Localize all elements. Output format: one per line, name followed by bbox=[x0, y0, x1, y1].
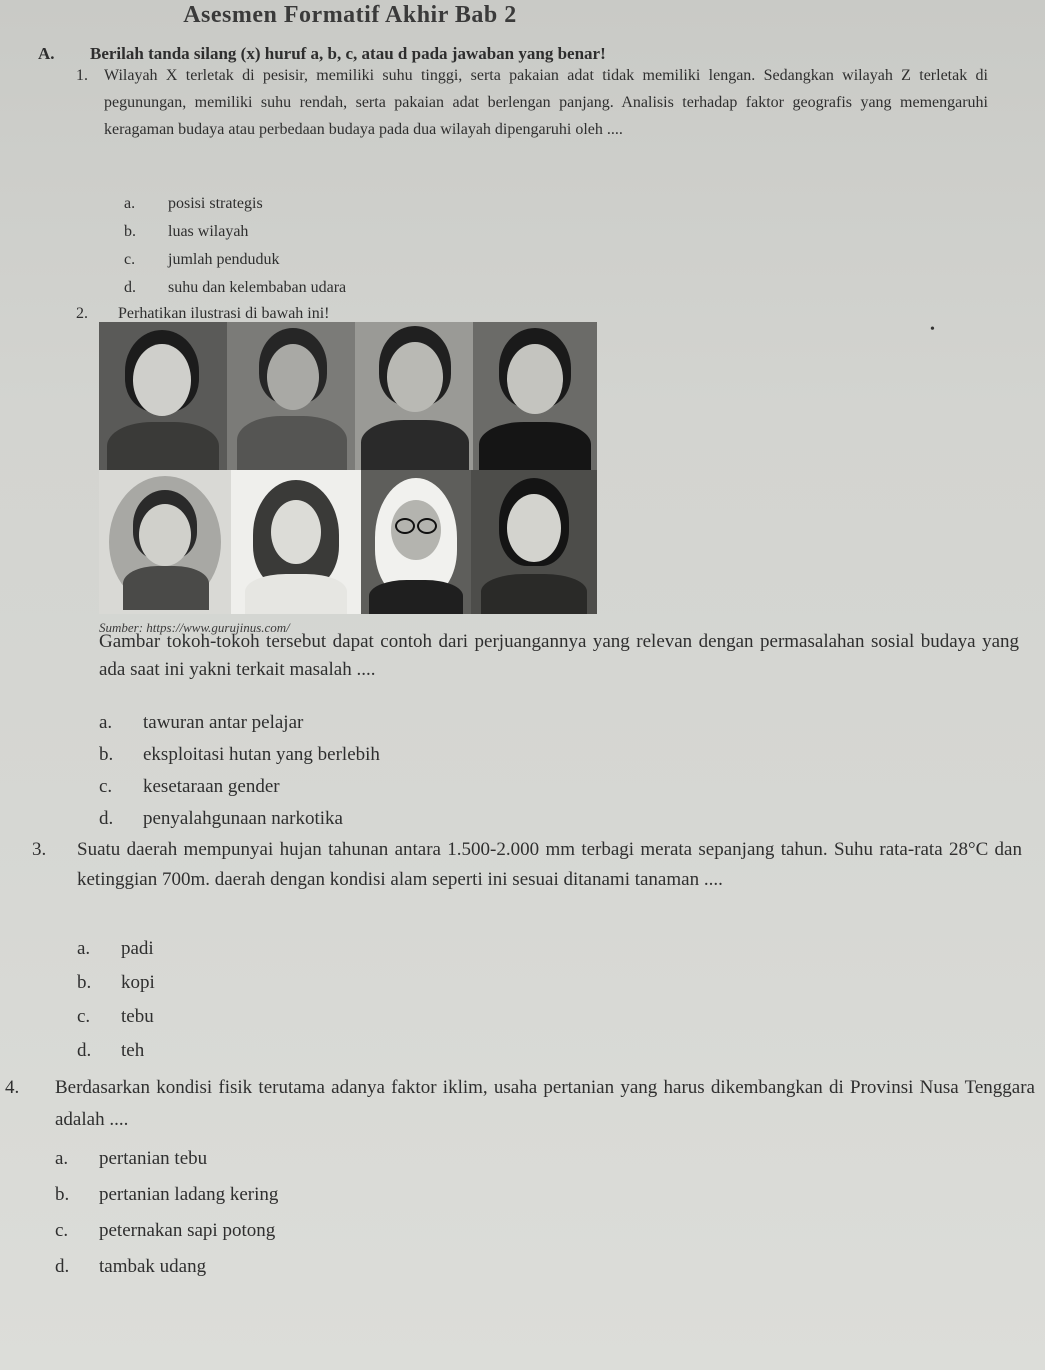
portrait-5 bbox=[99, 470, 231, 614]
option-a[interactable]: a. posisi strategis bbox=[124, 195, 263, 212]
portrait-6 bbox=[231, 470, 361, 614]
option-d[interactable]: d. tambak udang bbox=[55, 1256, 207, 1277]
option-c[interactable]: c. jumlah penduduk bbox=[124, 251, 280, 268]
option-d[interactable]: d. penyalahgunaan narkotika bbox=[99, 808, 343, 829]
question-text: Gambar tokoh-tokoh tersebut dapat contoh dari perjuangannya yang relevan dengan permasalahan sosial budaya yang ada saat ini yakni terkait masalah .... bbox=[99, 631, 1019, 680]
question-text: Suatu daerah mempunyai hujan tahunan antara 1.500-2.000 mm terbagi merata sepanjang tahun. Suhu rata-rata 28°C dan ketinggian 700m. daerah dengan kondisi alam seperti ini sesuai ditanami tanaman .... bbox=[77, 839, 1022, 890]
section-label: A. bbox=[38, 44, 55, 63]
question-number: 4. bbox=[5, 1077, 20, 1098]
option-b[interactable]: b. eksploitasi hutan yang berlebih bbox=[99, 744, 380, 765]
pen-mark: • bbox=[930, 322, 935, 337]
option-a[interactable]: a. pertanian tebu bbox=[55, 1148, 208, 1169]
option-c[interactable]: c. peternakan sapi potong bbox=[55, 1220, 276, 1241]
section-instruction bbox=[38, 44, 606, 64]
option-c[interactable]: c. kesetaraan gender bbox=[99, 776, 280, 797]
option-b[interactable]: b. pertanian ladang kering bbox=[55, 1184, 279, 1205]
question-text: Wilayah X terletak di pesisir, memiliki suhu tinggi, serta pakaian adat tidak memiliki lengan. Sedangkan wilayah Z terletak di pegunungan, memiliki suhu rendah, serta pakaian adat berlengan panjang. Analisis terhadap faktor geografis yang memengaruhi keragaman budaya atau perbedaan budaya pada dua wilayah dipengaruhi oleh .... bbox=[104, 67, 988, 138]
question-number: 2. bbox=[76, 305, 88, 322]
page-title: Asesmen Formatif Akhir Bab 2 bbox=[183, 2, 517, 28]
option-a[interactable]: a. tawuran antar pelajar bbox=[99, 712, 304, 733]
question-4 bbox=[5, 1072, 1035, 1136]
question-1 bbox=[76, 62, 988, 143]
portrait-collage-image bbox=[99, 322, 597, 614]
portrait-2 bbox=[227, 322, 355, 470]
question-2 bbox=[99, 628, 1019, 684]
question-intro-text: Perhatikan ilustrasi di bawah ini! bbox=[118, 305, 330, 322]
instruction-text: Berilah tanda silang (x) huruf a, b, c, atau d pada jawaban yang benar! bbox=[90, 44, 606, 63]
image-source-caption: Sumber: https://www.gurujinus.com/ bbox=[99, 620, 290, 635]
option-a[interactable]: a. padi bbox=[77, 938, 154, 959]
question-number: 1. bbox=[76, 67, 88, 84]
option-d[interactable]: d. suhu dan kelembaban udara bbox=[124, 279, 347, 296]
portrait-4 bbox=[473, 322, 597, 470]
question-number: 3. bbox=[32, 839, 47, 860]
option-b[interactable]: b. kopi bbox=[77, 972, 155, 993]
question-3 bbox=[32, 835, 1022, 895]
question-text: Berdasarkan kondisi fisik terutama adanya faktor iklim, usaha pertanian yang harus dikembangkan di Provinsi Nusa Tenggara adalah .... bbox=[55, 1077, 1035, 1130]
portrait-1 bbox=[99, 322, 227, 470]
option-d[interactable]: d. teh bbox=[77, 1040, 145, 1061]
portrait-8 bbox=[471, 470, 597, 614]
option-b[interactable]: b. luas wilayah bbox=[124, 223, 249, 240]
portrait-7 bbox=[361, 470, 471, 614]
option-c[interactable]: c. tebu bbox=[77, 1006, 154, 1027]
portrait-3 bbox=[355, 322, 473, 470]
